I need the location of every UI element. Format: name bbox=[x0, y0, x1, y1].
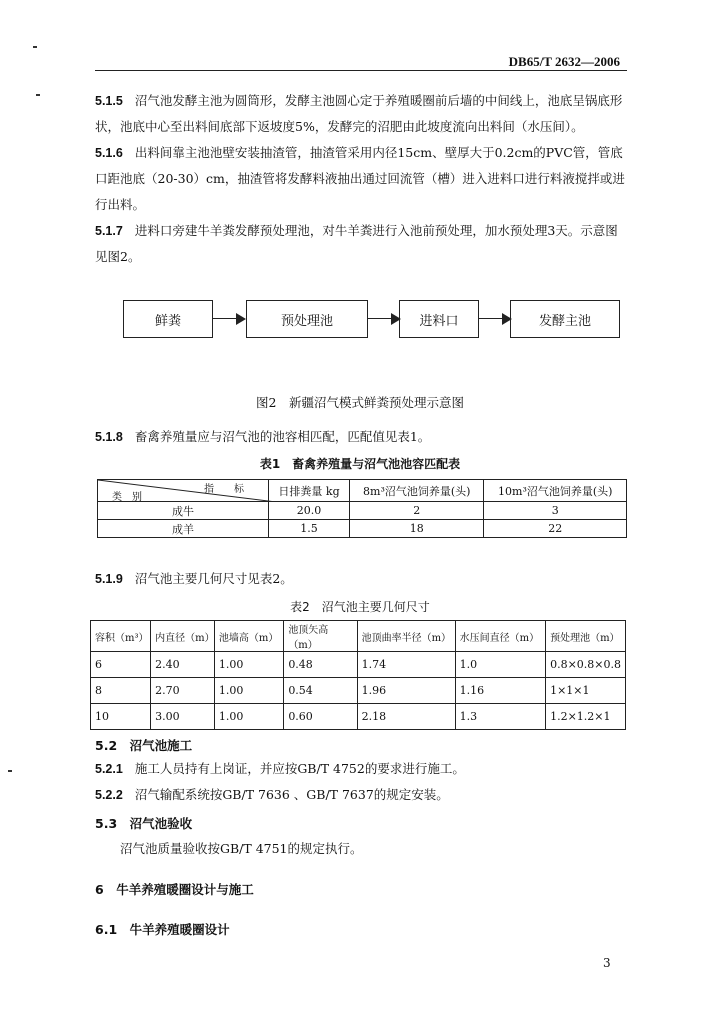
clause-5-1-8: 5.1.8 畜禽养殖量应与沼气池的池容相匹配，匹配值见表1。 bbox=[95, 429, 431, 444]
clause-5-1-7: 5.1.7 进料口旁建牛羊粪发酵预处理池，对牛羊粪进行入池前预处理，加水预处理3天。示意图见图2。 bbox=[95, 223, 618, 264]
table-row: 成牛 20.0 2 3 bbox=[98, 502, 627, 520]
scan-mark bbox=[8, 770, 12, 772]
flow-step-inlet: 进料口 bbox=[399, 300, 479, 338]
table-row: 8 2.70 1.00 0.54 1.96 1.16 1×1×1 bbox=[91, 678, 626, 704]
clause-5-1-6: 5.1.6 出料间靠主池池壁安装抽渣管，抽渣管采用内径15cm、壁厚大于0.2cm的PVC管，管底口距池底（20-30）cm，抽渣管将发酵料液抽出通过回流管（槽）进入进料口进行料液搅拌或进行出料。 bbox=[95, 145, 625, 212]
section-5-3-heading: 5.3 沼气池验收 bbox=[95, 816, 193, 831]
table-1 bbox=[97, 479, 627, 538]
clause-5-1-5: 5.1.5 沼气池发酵主池为圆筒形，发酵主池圆心定于养殖暖圈前后墙的中间线上，池底呈锅底形状，池底中心至出料间底部下返坡度5%，发酵完的沼肥由此坡度流向出料间（水压间）。 bbox=[95, 93, 623, 134]
scan-mark bbox=[33, 46, 37, 48]
table-row: 10 3.00 1.00 0.60 2.18 1.3 1.2×1.2×1 bbox=[91, 704, 626, 730]
flow-step-pretreatment-pool: 预处理池 bbox=[246, 300, 368, 338]
section-5-2-heading: 5.2 沼气池施工 bbox=[95, 738, 193, 753]
scan-mark bbox=[36, 94, 40, 96]
flow-step-fresh-manure: 鲜粪 bbox=[123, 300, 213, 338]
table2-title: 表2 沼气池主要几何尺寸 bbox=[290, 600, 430, 614]
table-header-row: 容积（m³） 内直径（m） 池墙高（m） 池顶矢高（m） 池顶曲率半径（m） 水压间直径（m） 预处理池（m） bbox=[91, 621, 626, 652]
document-code: DB65/T 2632—2006 bbox=[508, 54, 620, 69]
section-5-3-body: 沼气池质量验收按GB/T 4751的规定执行。 bbox=[120, 841, 363, 856]
arrow-head-icon bbox=[236, 313, 246, 325]
figure-caption: 图2 新疆沼气模式鲜粪预处理示意图 bbox=[256, 395, 464, 410]
body-text-block bbox=[95, 88, 630, 270]
table-row: 6 2.40 1.00 0.48 1.74 1.0 0.8×0.8×0.8 bbox=[91, 652, 626, 678]
clause-5-1-9: 5.1.9 沼气池主要几何尺寸见表2。 bbox=[95, 571, 293, 586]
flow-step-main-digester: 发酵主池 bbox=[510, 300, 620, 338]
section-6-1-heading: 6.1 牛羊养殖暖圈设计 bbox=[95, 922, 230, 937]
table1-header: 日排粪量 kg bbox=[269, 480, 350, 502]
page-number: 3 bbox=[603, 956, 611, 970]
table1-title: 表1 畜禽养殖量与沼气池池容匹配表 bbox=[259, 457, 461, 471]
table1-header: 10m³沼气池饲养量(头) bbox=[484, 480, 627, 502]
table1-corner-cell: 指 标 类 别 bbox=[98, 480, 269, 502]
table-2 bbox=[90, 620, 626, 730]
section-5-2-body: 5.2.1 施工人员持有上岗证，并应按GB/T 4752的要求进行施工。 5.2.2 沼气输配系统按GB/T 7636 、GB/T 7637的规定安装。 bbox=[95, 761, 465, 802]
table1-header: 8m³沼气池饲养量(头) bbox=[350, 480, 484, 502]
table-row: 成羊 1.5 18 22 bbox=[98, 520, 627, 538]
header-rule bbox=[95, 70, 627, 71]
section-6-heading: 6 牛羊养殖暖圈设计与施工 bbox=[95, 882, 254, 897]
